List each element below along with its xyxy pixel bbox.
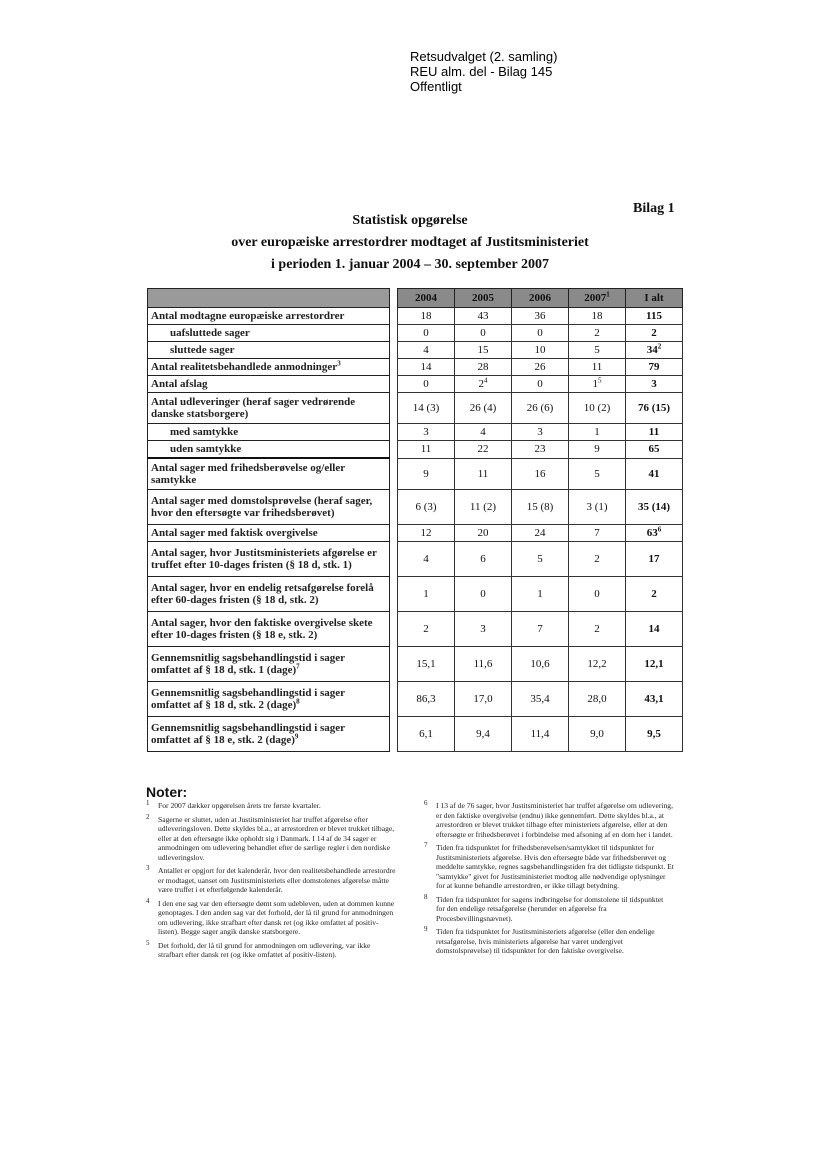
table-cell [398,458,455,490]
cell-value: 9,4 [476,728,490,740]
cell-value: 3 (1) [586,501,608,513]
cell-value: 22 [477,443,489,456]
cell-value: 7 [537,623,543,635]
cell-value: 5 [537,553,543,565]
footnote-number: 3 [146,864,150,872]
total-cell [626,717,683,752]
cell-value: 0 [480,327,486,339]
column-gap [390,717,398,752]
title-line-1: Statistisk opgørelse [352,213,468,228]
total-value: 17 [648,553,660,565]
total-value: 35 (14) [637,501,671,513]
table-cell [398,612,455,647]
footnote-mark: 4 [484,376,488,385]
cell-value: 1 [423,588,429,600]
cell-value: 9 [594,443,600,456]
table-cell [512,308,569,325]
stamp-status: Offentligt [410,79,462,94]
total-value: 76 (15) [637,402,671,414]
table-cell [398,424,455,441]
table-cell [398,525,455,542]
footnote-number: 9 [424,925,428,933]
footnote-number: 7 [424,841,428,849]
table-cell [455,682,512,717]
row-label [148,342,390,359]
cell-value: 9,0 [590,728,604,740]
table-cell [569,458,626,490]
total-cell [626,612,683,647]
cell-value: 26 (4) [469,402,497,414]
table-cell [569,376,626,393]
table-cell [512,376,569,393]
row-label [148,542,390,577]
table-cell [569,424,626,441]
footnote-text: Tiden fra tidspunktet for Justitsministeriets afgørelse (eller den endelige retsafgørelse, hvis ministeriets afgørelse har været undergivet domstolsprøvelse) til tidspunktet for den faktiske overgivelse. [436,927,655,955]
table-row [148,325,683,342]
cell-value: 15 [477,344,489,356]
footnote [424,843,674,891]
footnote-text: For 2007 dækker opgørelsen årets tre første kvartaler. [158,801,321,810]
footnote-text: Tiden fra tidspunktet for frihedsberøvelsen/samtykket til tidspunktet for Justitsministeriets afgørelse. Hvis den eftersøgte både var frihedsberøvet og meddelte samtykke, regnes sagsbehandlingstiden fra det tidligste tidspunkt. Et "samtykke" givet for Justitsministeriet modtog alle nødvendige oplysninger for at kunne behandle arrestordren, er ikke tillagt betydning. [436,843,674,890]
row-label [148,325,390,342]
cell-value: 11 [591,361,603,373]
header-gap [390,289,398,308]
cell-value: 12 [420,527,432,539]
cell-value: 6 (3) [415,501,437,513]
cell-value: 1 [537,588,543,600]
appendix-label: Bilag 1 [633,201,675,216]
cell-value: 1 [592,378,598,390]
footnote [424,892,674,924]
stamp-reference: REU alm. del - Bilag 145 [410,64,553,79]
cell-value: 17,0 [473,693,493,705]
cell-value: 11 [420,443,432,456]
column-gap [390,308,398,325]
footnote-text: Tiden fra tidspunktet for sagens indbringelse for domstolene til tidspunktet for den endelige retsafgørelse (herunder en afgørelse fra Procesbevillingsnævnet). [436,894,664,923]
table-cell [398,542,455,577]
cell-value: 20 [477,527,489,539]
total-value: 2 [651,327,657,339]
table-cell [455,577,512,612]
column-gap [390,647,398,682]
column-gap [390,342,398,359]
table-cell [512,458,569,490]
footnote-mark: 8 [296,697,300,706]
total-cell [626,525,683,542]
table-row [148,525,683,542]
row-label-text: Antal realitetsbehandlede anmodninger [151,361,338,373]
table-row [148,577,683,612]
cell-value: 0 [594,588,600,600]
column-header: 2005 [455,289,512,308]
footnote-mark: 2 [657,342,662,351]
column-gap [390,542,398,577]
total-value: 11 [648,426,660,438]
total-value: 63 [646,527,658,539]
table-cell [455,490,512,525]
total-value: 79 [648,361,660,373]
cell-value: 24 [534,527,546,539]
cell-value: 26 [534,361,546,373]
cell-value: 86,3 [416,693,436,705]
footnote-number: 2 [146,812,150,821]
cell-value: 3 [480,623,486,635]
cell-value: 5 [594,467,600,480]
total-value: 43,1 [644,693,664,705]
table-row [148,542,683,577]
stamp-committee: Retsudvalget (2. samling) [410,49,558,64]
table-cell [569,490,626,525]
table-cell [398,325,455,342]
row-label-text: Antal modtagne europæiske arrestordrer [151,310,345,322]
footnote-number: 8 [424,892,428,901]
total-cell [626,376,683,393]
cell-value: 43 [477,310,489,322]
cell-value: 10 [534,344,546,356]
cell-value: 18 [420,310,432,322]
column-gap [390,424,398,441]
row-label-text: sluttede sager [170,344,235,356]
table-cell [569,359,626,376]
table-cell [455,441,512,459]
footnote-number: 5 [146,938,150,947]
column-gap [390,458,398,490]
notes-column-right [424,801,674,960]
row-label-text: med samtykke [170,426,239,438]
title-line-3: i perioden 1. januar 2004 – 30. september 2007 [271,257,549,272]
table-cell [455,717,512,752]
table-cell [455,424,512,441]
total-cell [626,441,683,459]
column-gap [390,325,398,342]
cell-value: 10 (2) [583,402,611,414]
total-value: 2 [651,588,657,600]
table-cell [398,342,455,359]
total-value: 41 [648,467,660,480]
column-header [569,289,626,308]
table-cell [512,359,569,376]
column-gap [390,359,398,376]
table-cell [455,647,512,682]
footnote-text: I 13 af de 76 sager, hvor Justitsministeriet har truffet afgørelse om udlevering, er den faktiske overgivelse (endnu) ikke gennemført. Dette skyldes bl.a., at arrestordren er blevet trukket tilbage efter ministeriets afgørelse, eller at den eftersøgte er frihedsberøvet i forbindelse med afsoning af en dom her i landet. [436,801,674,839]
table-cell [512,441,569,459]
column-gap [390,682,398,717]
cell-value: 4 [480,426,486,438]
table-cell [569,525,626,542]
total-value: 12,1 [644,658,664,670]
header-blank-cell [148,289,390,308]
total-cell [626,458,683,490]
footnote-mark: 3 [337,359,341,368]
cell-value: 3 [537,426,543,438]
total-value: 9,5 [647,728,661,740]
footnote-mark: 7 [296,662,300,671]
table-cell [512,424,569,441]
column-header: 2006 [512,289,569,308]
column-gap [390,393,398,424]
title-line-2: over europæiske arrestordrer modtaget af Justitsministeriet [231,235,589,250]
table-cell [398,308,455,325]
cell-value: 23 [534,443,546,456]
table-cell [455,359,512,376]
column-header-label: 2007 [584,292,607,304]
total-cell [626,325,683,342]
table-cell [455,308,512,325]
table-cell [455,376,512,393]
row-label [148,612,390,647]
row-label-text: Antal sager med domstolsprøvelse (heraf sager, hvor den eftersøgte var frihedsberøvet) [151,495,373,519]
column-gap [390,577,398,612]
table-cell [455,393,512,424]
table-cell [455,525,512,542]
total-cell [626,542,683,577]
row-label-text: Antal udleveringer (heraf sager vedrørende danske statsborgere) [151,396,356,420]
table-cell [512,647,569,682]
row-label [148,359,390,376]
table-cell [512,717,569,752]
cell-value: 2 [594,327,600,339]
document-title [150,210,670,276]
cell-value: 2 [594,553,600,565]
cell-value: 2 [478,378,484,390]
table-cell [512,612,569,647]
row-label [148,682,390,717]
cell-value: 0 [423,327,429,339]
cell-value: 11,6 [473,658,493,670]
table-cell [455,325,512,342]
cell-value: 1 [594,426,600,438]
column-gap [390,376,398,393]
cell-value: 4 [423,553,429,565]
row-label-text: Antal sager, hvor Justitsministeriets afgørelse er truffet efter 10-dages fristen (§ 18 d, stk. 1) [151,547,377,571]
notes-column-left [146,801,396,964]
table-cell [455,458,512,490]
table-cell [512,525,569,542]
cell-value: 11 (2) [469,501,497,513]
table-cell [512,577,569,612]
column-header: I alt [626,289,683,308]
cell-value: 26 (6) [526,402,554,414]
table-cell [569,393,626,424]
cell-value: 3 [423,426,429,438]
row-label-text: Antal afslag [151,378,208,390]
cell-value: 6 [480,553,486,565]
footnote-text: Antallet er opgjort for det kalenderår, hvor den realitetsbehandlede arrestordre er modtaget, uanset om Justitsministeriets eller domstolenes afgørelse måtte være truffet i et efterfølgende kalenderår. [158,866,396,894]
footnote [146,938,396,960]
cell-value: 35,4 [530,693,550,705]
row-label-text: uden samtykke [170,443,242,455]
footnote-text: I den ene sag var den eftersøgte dømt som udebleven, uden at dommen kunne genoptages. I den anden sag var det forhold, der lå til grund for anmodningen om udlevering, ikke strafbart efter dansk ret (og ikke omfattet af positiv-listen). Begge sager angik danske statsborgere. [158,898,395,936]
total-value: 14 [648,623,660,635]
table-cell [569,612,626,647]
table-row [148,717,683,752]
row-label-text: Antal sager med faktisk overgivelse [151,527,318,539]
column-gap [390,441,398,459]
row-label [148,490,390,525]
table-cell [569,441,626,459]
table-cell [398,717,455,752]
table-header-row [148,289,683,308]
table-cell [398,490,455,525]
cell-value: 28 [477,361,489,373]
table-cell [398,393,455,424]
footnote [146,801,396,811]
notes-heading: Noter: [146,784,188,800]
footnote [146,812,396,863]
table-row [148,376,683,393]
table-row [148,458,683,490]
total-cell [626,308,683,325]
cell-value: 0 [423,378,429,390]
cell-value: 5 [594,344,600,356]
table-row [148,393,683,424]
cell-value: 16 [534,467,546,480]
table-cell [512,325,569,342]
table-cell [512,393,569,424]
table-row [148,424,683,441]
table-cell [398,647,455,682]
footnote-number: 4 [146,896,150,905]
row-label [148,717,390,752]
column-gap [390,612,398,647]
cell-value: 28,0 [587,693,607,705]
table-row [148,490,683,525]
total-value: 65 [648,443,660,456]
cell-value: 11,4 [530,728,550,740]
row-label-text: Gennemsnitlig sagsbehandlingstid i sager omfattet af § 18 e, stk. 2 (dage) [151,722,345,746]
table-cell [398,577,455,612]
total-cell [626,682,683,717]
row-label [148,577,390,612]
table-row [148,612,683,647]
table-cell [512,682,569,717]
cell-value: 4 [423,344,429,356]
row-label-text: Antal sager, hvor den faktiske overgivelse skete efter 10-dages fristen (§ 18 e, stk. 2) [151,617,373,641]
table-row [148,682,683,717]
total-cell [626,490,683,525]
footnote-number: 1 [146,799,150,807]
row-label [148,424,390,441]
total-cell [626,577,683,612]
cell-value: 12,2 [587,658,607,670]
total-value: 115 [646,310,662,322]
column-gap [390,490,398,525]
table-cell [455,612,512,647]
table-row [148,342,683,359]
total-cell [626,342,683,359]
table-cell [569,542,626,577]
table-cell [512,490,569,525]
cell-value: 0 [537,378,543,390]
cell-value: 0 [480,588,486,600]
table-cell [398,682,455,717]
cell-value: 15 (8) [526,501,554,513]
total-value: 34 [646,344,658,356]
column-gap [390,525,398,542]
total-cell [626,393,683,424]
table-cell [398,359,455,376]
cell-value: 2 [423,623,429,635]
table-cell [569,647,626,682]
table-cell [569,342,626,359]
table-cell [455,542,512,577]
row-label-text: Gennemsnitlig sagsbehandlingstid i sager omfattet af § 18 d, stk. 1 (dage) [151,652,345,676]
table-cell [569,682,626,717]
table-row [148,647,683,682]
cell-value: 6,1 [419,728,433,740]
table-cell [398,376,455,393]
cell-value: 7 [594,527,600,539]
table-row [148,308,683,325]
cell-value: 0 [537,327,543,339]
total-cell [626,359,683,376]
footnote-number: 6 [424,799,428,807]
table-row [148,441,683,459]
footnote-mark: 6 [657,525,662,534]
footnote-mark: 1 [606,290,610,299]
cell-value: 14 (3) [412,402,440,414]
row-label [148,393,390,424]
cell-value: 9 [423,467,429,480]
cell-value: 11 [477,467,489,480]
footnote-mark: 9 [294,732,299,741]
table-cell [512,342,569,359]
statistics-table [147,288,683,752]
total-cell [626,647,683,682]
footnote [146,896,396,937]
cell-value: 2 [594,623,600,635]
footnote [424,927,674,956]
row-label-text: Antal sager med frihedsberøvelse og/eller samtykke [151,462,345,486]
row-label [148,441,390,459]
row-label-text: uafsluttede sager [170,327,250,339]
table-row [148,359,683,376]
footnote-mark: 5 [598,376,602,385]
footnote [424,801,674,839]
total-cell [626,424,683,441]
row-label [148,308,390,325]
cell-value: 15,1 [416,658,436,670]
cell-value: 18 [591,310,603,322]
total-value: 3 [651,378,657,390]
cell-value: 14 [420,361,432,373]
table-cell [398,441,455,459]
row-label [148,376,390,393]
document-stamp [410,49,670,94]
table-cell [569,325,626,342]
footnote-text: Sagerne er sluttet, uden at Justitsministeriet har truffet afgørelse efter udleveringsloven. Dette skyldes bl.a., at arrestordren er blevet trukket tilbage, eller at den eftersøgte ikke opholdt sig i Danmark. I 14 af de 34 sager er anmodningen om udlevering behandlet efter de særlige regler i den nordiske udleveringslov. [158,814,395,862]
cell-value: 10,6 [530,658,550,670]
table-cell [512,542,569,577]
column-header: 2004 [398,289,455,308]
footnote [146,866,396,895]
table-cell [569,577,626,612]
footnote-text: Det forhold, der lå til grund for anmodningen om udlevering, var ikke strafbart efter dansk ret (og ikke omfattet af positiv-listen). [158,940,371,959]
cell-value: 36 [534,310,546,322]
table-cell [455,342,512,359]
row-label-text: Antal sager, hvor en endelig retsafgørelse forelå efter 60-dages fristen (§ 18 d, stk. 2) [151,582,374,606]
row-label-text: Gennemsnitlig sagsbehandlingstid i sager omfattet af § 18 d, stk. 2 (dage) [151,687,345,711]
row-label [148,525,390,542]
table-cell [569,308,626,325]
row-label [148,458,390,490]
table-cell [569,717,626,752]
row-label [148,647,390,682]
